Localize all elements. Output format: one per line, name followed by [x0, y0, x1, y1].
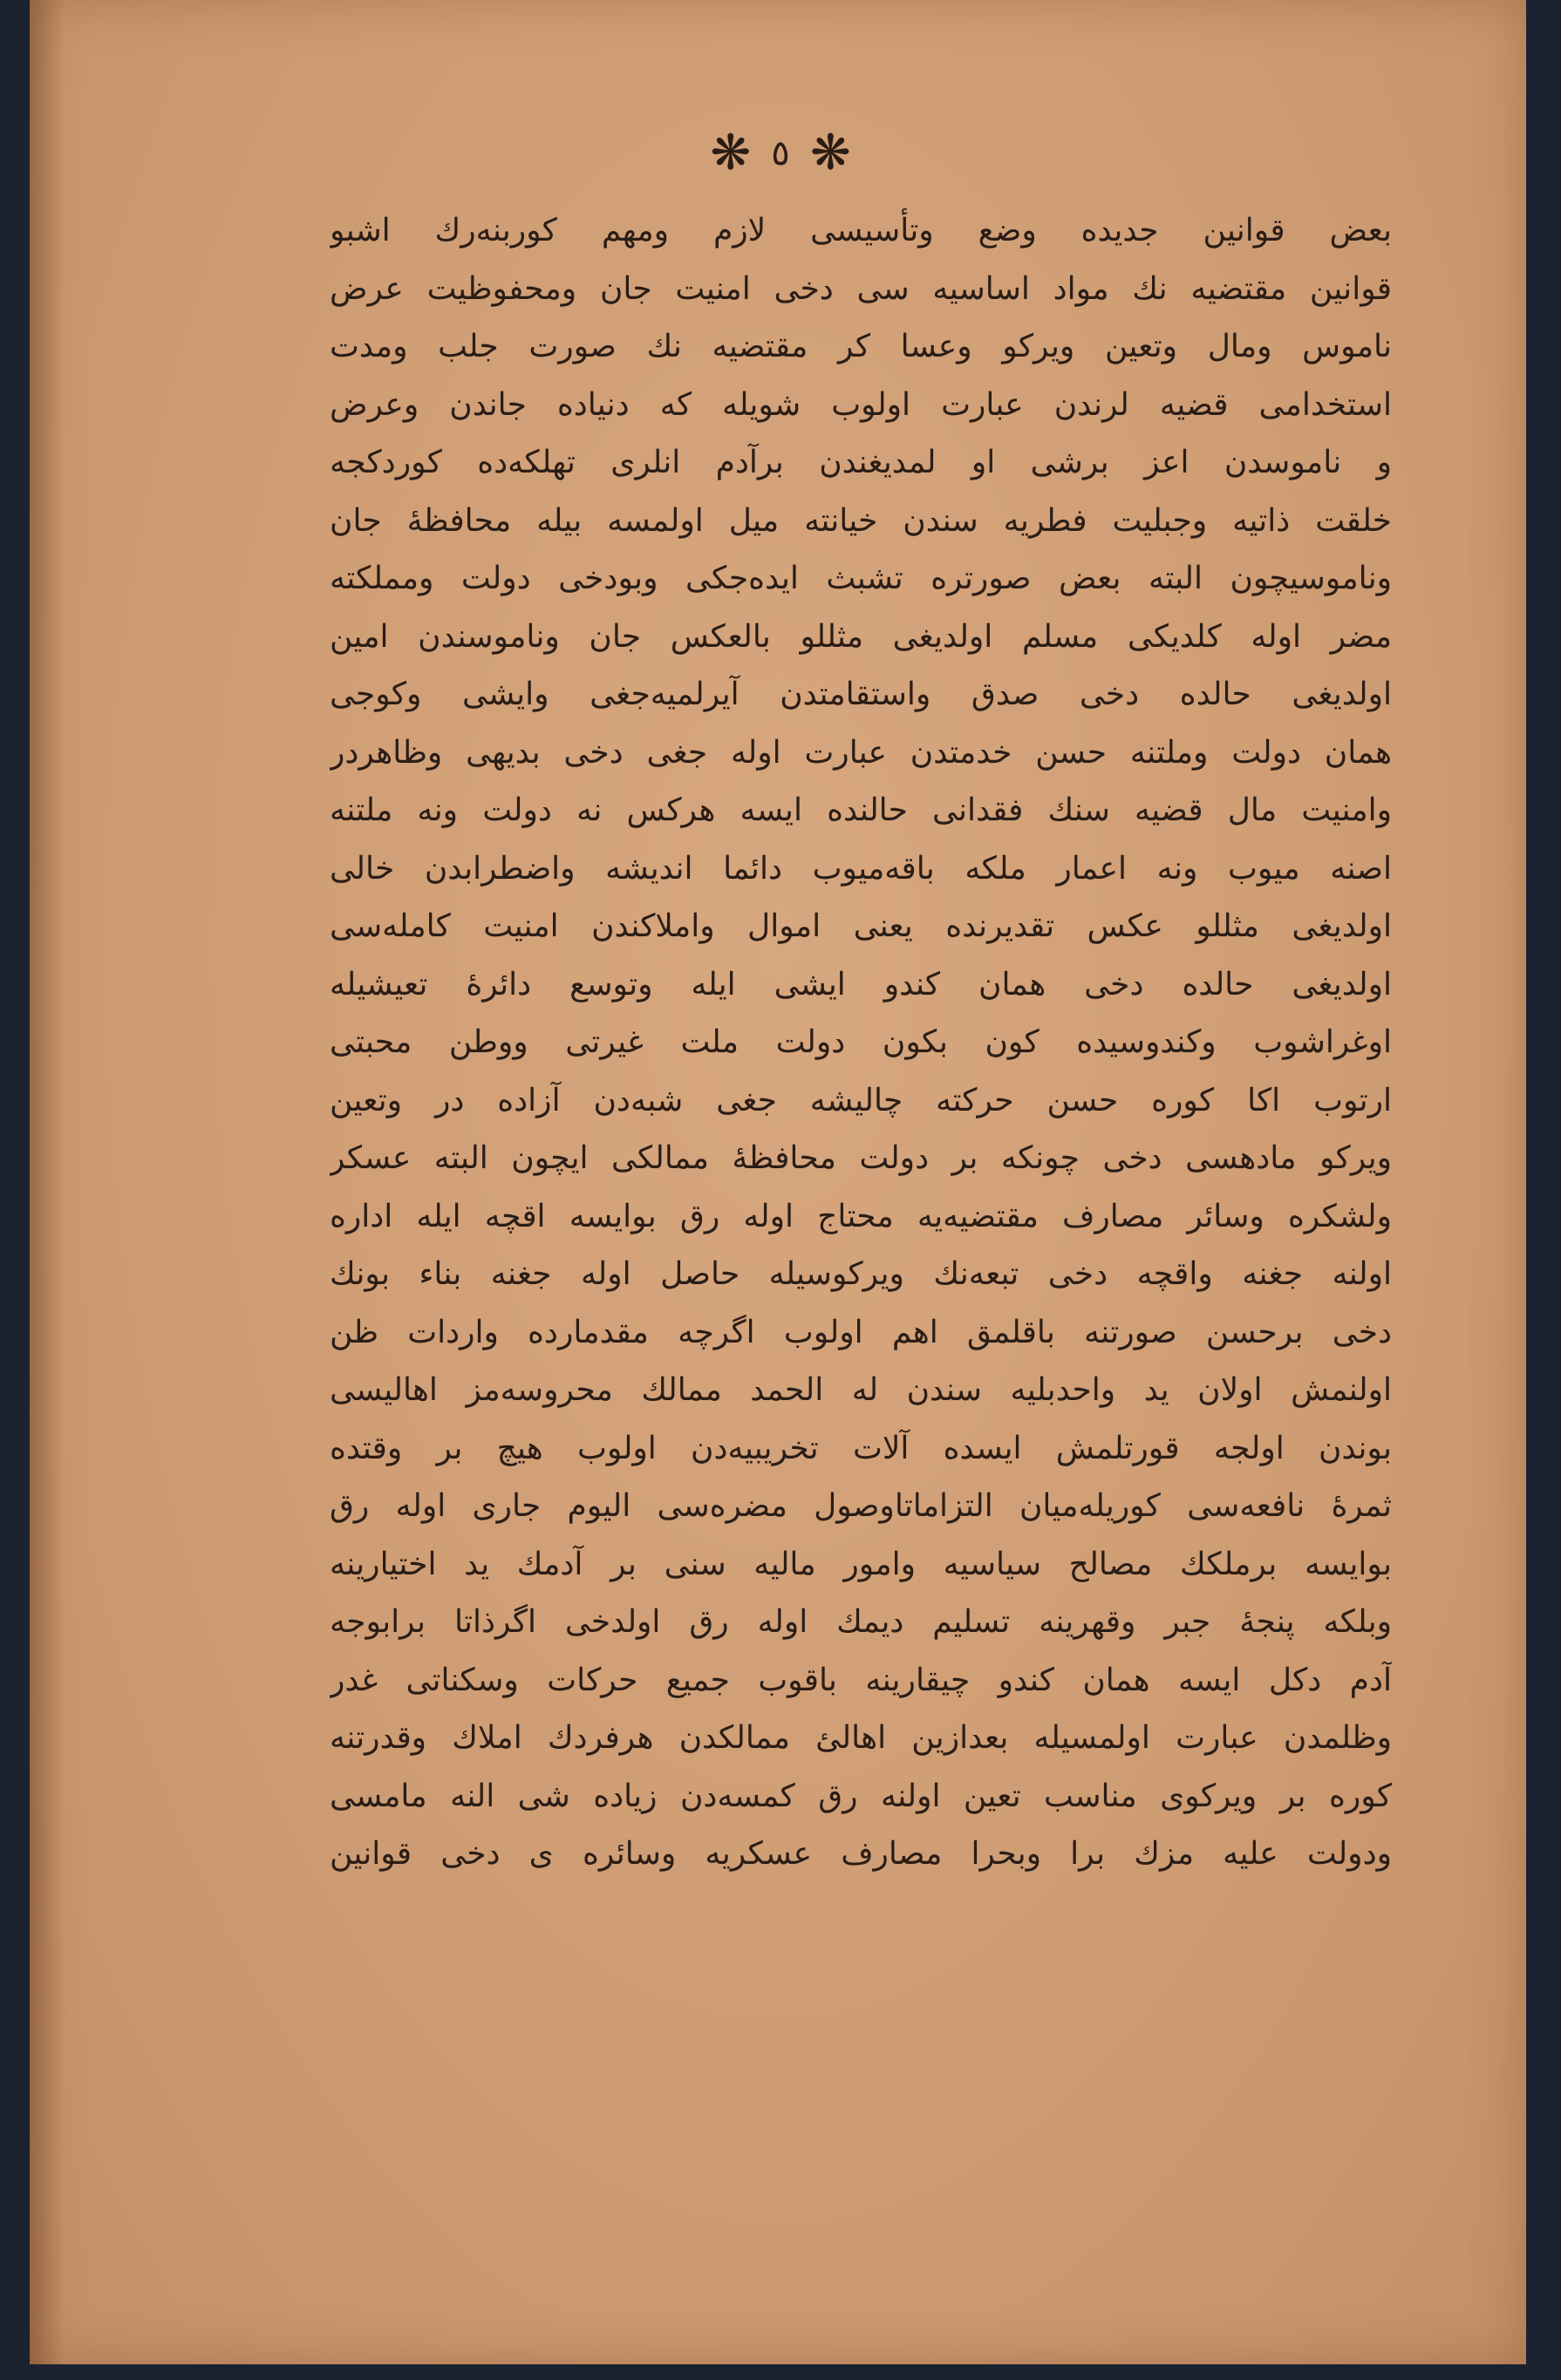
- text-line: اوغراشوب وكندوسيده كون بكون دولت ملت غيرتى ووطن محبتى: [330, 1024, 1392, 1060]
- text-line: آدم دكل ايسه همان كندو چيقارينه باقوب جميع حركات وسكناتى غدر: [330, 1662, 1392, 1698]
- text-line: بعض قوانين جديده وضع وتأسيسى لازم ومهم كوربنه‌رك اشبو: [330, 213, 1392, 248]
- text-line: بوندن اولجه قورتلمش ايسده آلات تخريبيه‌دن اولوب هيچ بر وقتده: [330, 1430, 1392, 1466]
- text-line: مضر اوله كلديكى مسلم اولديغى مثللو بالعكس جان وناموسندن امين: [330, 618, 1392, 655]
- text-line: ناموس ومال وتعين ويركو وعسا كر مقتضيه نك صورت جلب ومدت: [330, 329, 1392, 364]
- text-line: وامنيت مال قضيه سنك فقدانى حالنده ايسه هركس نه دولت ونه ملتنه: [330, 792, 1392, 828]
- text-line: ارتوب اكا كوره حسن حركته چاليشه جغى شبه‌دن آزاده در وتعين: [330, 1082, 1392, 1119]
- text-line: وناموسيچون البته بعض صورتره تشبث ايده‌جكى وبودخى دولت ومملكته: [330, 561, 1392, 596]
- text-line: بوايسه برملكك مصالح سياسيه وامور ماليه سنى بر آدمك يد اختيارينه: [330, 1546, 1392, 1582]
- text-line: ويركو مادهسى دخى چونكه بر دولت محافظهٔ ممالكى ايچون البته عسكر: [330, 1140, 1392, 1176]
- text-line: ولشكره وسائر مصارف مقتضيه‌يه محتاج اوله رق بوايسه اقچه ايله اداره: [330, 1198, 1392, 1234]
- text-line: اولديغى حالده دخى همان كندو ايشى ايله وتوسع دائرهٔ تعيشيله: [330, 966, 1392, 1003]
- body-text: [330, 202, 1392, 1884]
- text-line: قوانين مقتضيه نك مواد اساسيه سى دخى امنيت جان ومحفوظيت عرض: [330, 270, 1392, 307]
- ornament-left: ❋: [710, 125, 752, 181]
- page-number: ٥: [771, 133, 790, 173]
- text-line: وظلمدن عبارت اولمسيله بعدازين اهالئ ممالكدن هرفردك املاك وقدرتنه: [330, 1720, 1392, 1756]
- text-line: اولنه جغنه واقچه دخى تبعه‌نك ويركوسيله حاصل اوله جغنه بناء بونك: [330, 1256, 1392, 1292]
- text-line: دخى برحسن صورتنه باقلمق اهم اولوب اگرچه مقدمارده واردات ظن: [330, 1314, 1392, 1350]
- text-line: ثمرهٔ نافعه‌سى كوريله‌ميان التزاماتاوصول مضره‌سى اليوم جارى اوله رق: [330, 1488, 1392, 1524]
- text-line: وبلكه پنجهٔ جبر وقهرينه تسليم ديمك اوله رق اولدخى اگرذاتا برابوجه: [330, 1604, 1392, 1640]
- text-line: ودولت عليه مزك برا وبحرا مصارف عسكريه وسائره ى دخى قوانين: [330, 1836, 1392, 1872]
- text-line: كوره بر ويركوى مناسب تعين اولنه رق كمسه‌دن زياده شى النه مامسى: [330, 1778, 1392, 1814]
- text-line: اولنمش اولان يد واحدبليه سندن له الحمد ممالك محروسه‌مز اهاليسى: [330, 1372, 1392, 1408]
- page-header: [0, 125, 1561, 181]
- binding-shadow: [30, 0, 65, 2364]
- text-line: همان دولت وملتنه حسن خدمتدن عبارت اوله جغى دخى بديهى وظاهردر: [330, 734, 1392, 771]
- text-line: و ناموسدن اعز برشى او لمديغندن برآدم انلرى تهلكه‌ده كوردكجه: [330, 445, 1392, 480]
- ornament-right: ❋: [809, 125, 851, 181]
- text-line: خلقت ذاتيه وجبليت فطريه سندن خيانته ميل اولمسه بيله محافظهٔ جان: [330, 502, 1392, 539]
- text-line: اولديغى حالده دخى صدق واستقامتدن آيرلميه‌جغى وايشى وكوجى: [330, 677, 1392, 712]
- text-line: استخدامى قضيه لرندن عبارت اولوب شويله كه دنياده جاندن وعرض: [330, 386, 1392, 423]
- text-line: اصنه ميوب ونه اعمار ملكه باقه‌ميوب دائما انديشه واضطرابدن خالى: [330, 850, 1392, 887]
- text-line: اولديغى مثللو عكس تقديرنده يعنى اموال واملاكندن امنيت كامله‌سى: [330, 908, 1392, 944]
